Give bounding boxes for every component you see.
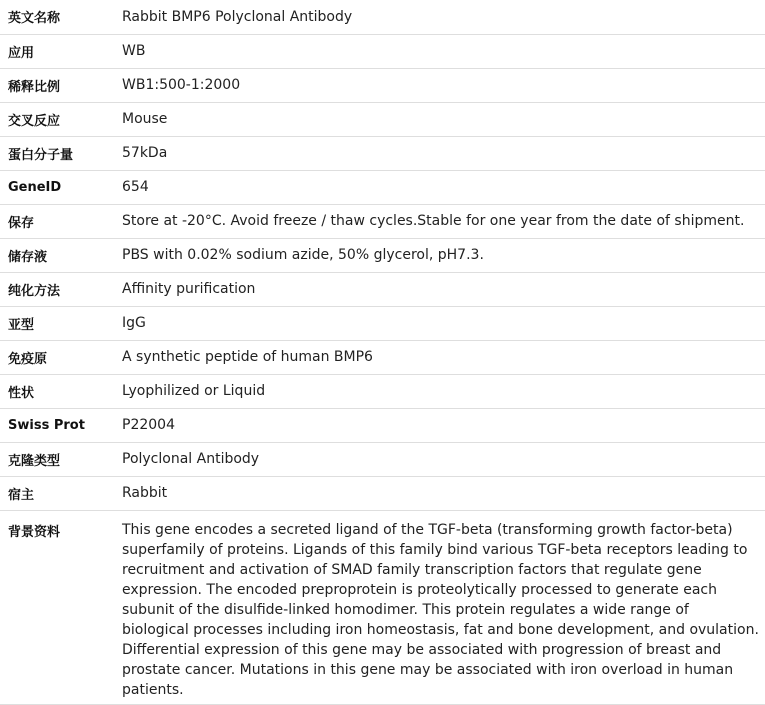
spec-row-storage [0,204,765,238]
spec-label: 纯化方法 [0,272,122,306]
spec-label: 克隆类型 [0,442,122,476]
spec-label: 应用 [0,34,122,68]
spec-value: Affinity purification [122,272,765,306]
spec-value: Polyclonal Antibody [122,442,765,476]
spec-row-gene-id [0,170,765,204]
spec-row-purification [0,272,765,306]
spec-value: Rabbit [122,476,765,510]
spec-value: WB [122,34,765,68]
spec-label: 保存 [0,204,122,238]
spec-value: IgG [122,306,765,340]
spec-row-isotype [0,306,765,340]
spec-row-storage-buffer [0,238,765,272]
spec-value: Rabbit BMP6 Polyclonal Antibody [122,0,765,34]
spec-value: P22004 [122,408,765,442]
spec-value: Mouse [122,102,765,136]
spec-value: Lyophilized or Liquid [122,374,765,408]
spec-row-dilution [0,68,765,102]
spec-label: 储存液 [0,238,122,272]
spec-label: Swiss Prot [0,408,122,442]
spec-row-host [0,476,765,510]
spec-label: 亚型 [0,306,122,340]
spec-value: Store at -20°C. Avoid freeze / thaw cycles.Stable for one year from the date of shipment. [122,204,765,238]
spec-label: 蛋白分子量 [0,136,122,170]
spec-row-form [0,374,765,408]
spec-value: WB1:500-1:2000 [122,68,765,102]
spec-value: A synthetic peptide of human BMP6 [122,340,765,374]
spec-label: 宿主 [0,476,122,510]
spec-row-molecular-weight [0,136,765,170]
spec-label: 背景资料 [0,510,122,704]
spec-value: 654 [122,170,765,204]
spec-value: PBS with 0.02% sodium azide, 50% glycerol, pH7.3. [122,238,765,272]
background-description: This gene encodes a secreted ligand of the TGF-beta (transforming growth factor-beta) superfamily of proteins. Ligands of this family bind various TGF-beta receptors leading to recruitment and activation of SMAD family transcription factors that regulate gene expression. The encoded preproprotein is proteolytically processed to generate each subunit of the disulfide-linked homodimer. This protein regulates a wide range of biological processes including iron homeostasis, fat and bone development, and ovulation. Differential expression of this gene may be associated with progression of breast and prostate cancer. Mutations in this gene may be associated with iron overload in human patients. [122,510,765,704]
spec-label: 免疫原 [0,340,122,374]
spec-row-english-name [0,0,765,34]
spec-row-cross-reactivity [0,102,765,136]
spec-row-clonality [0,442,765,476]
spec-row-application [0,34,765,68]
spec-value: 57kDa [122,136,765,170]
spec-label: GeneID [0,170,122,204]
spec-label: 英文名称 [0,0,122,34]
spec-row-immunogen [0,340,765,374]
spec-label: 性状 [0,374,122,408]
spec-row-swiss-prot [0,408,765,442]
spec-row-background [0,510,765,704]
spec-label: 交叉反应 [0,102,122,136]
spec-label: 稀释比例 [0,68,122,102]
